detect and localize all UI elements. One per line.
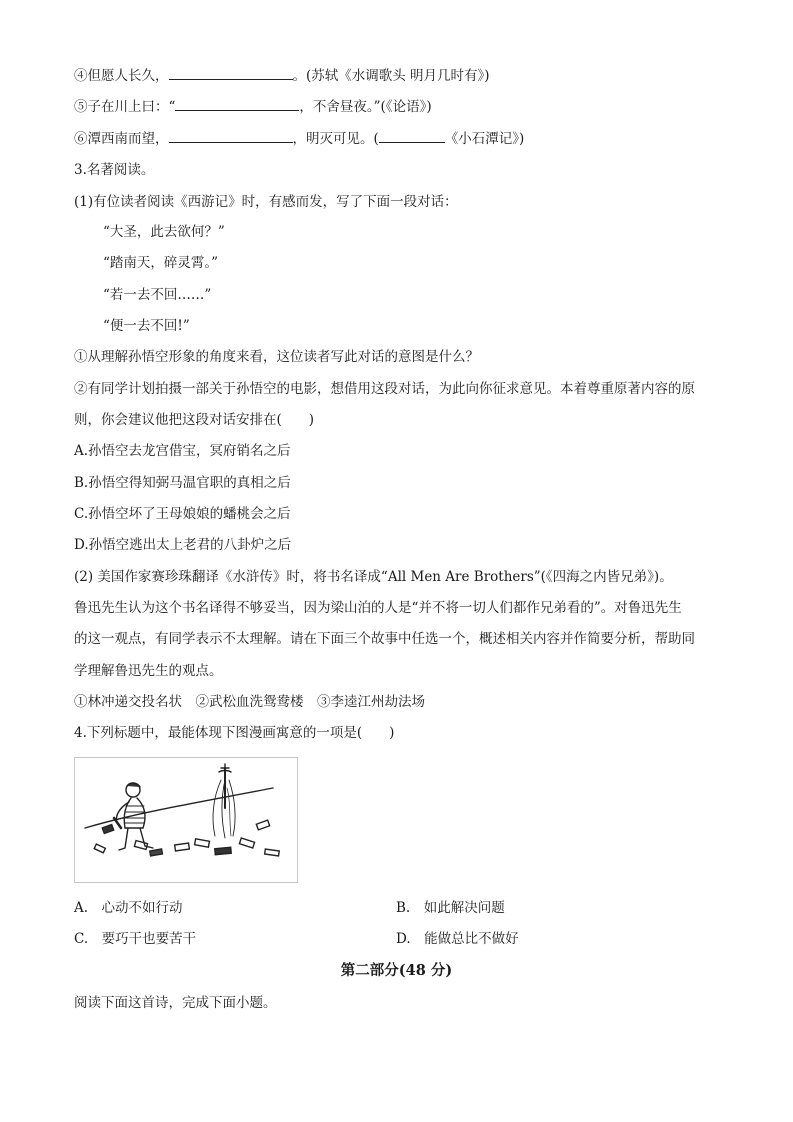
answer-blank[interactable]	[169, 128, 293, 143]
q3-question-1: ①从理解孙悟空形象的角度来看，这位读者写此对话的意图是什么？	[74, 349, 479, 365]
poem-4-pre: ④但愿人长久，	[74, 68, 169, 84]
poem-line-5	[74, 96, 724, 117]
q4-option-a: A. 心动不如行动	[74, 900, 183, 916]
q3-option-c: C.孙悟空坏了王母娘娘的蟠桃会之后	[74, 506, 291, 522]
poem-6-mid: ，明灭可见。(	[292, 131, 379, 147]
dialog-line: “若一去不回……”	[103, 287, 212, 303]
q3-sub2-line: (2) 美国作家赛珍珠翻译《水浒传》时，将书名译成“All Men Are Brothers”(《四海之内皆兄弟》)。	[74, 569, 673, 585]
answer-blank[interactable]	[169, 65, 293, 80]
q3-option-d: D.孙悟空逃出太上老君的八卦炉之后	[74, 537, 292, 553]
poem-line-4	[74, 65, 724, 86]
poem-6-pre: ⑥潭西南而望，	[74, 131, 169, 147]
q4-title: 4.下列标题中，最能体现下图漫画寓意的一项是( )	[74, 725, 395, 741]
cartoon-drawing	[75, 758, 297, 882]
dialog-line: “便一去不回!”	[103, 318, 190, 334]
poem-4-post: 。(苏轼《水调歌头 明月几时有》)	[292, 68, 490, 84]
q3-sub1: (1)有位读者阅读《西游记》时，有感而发，写了下面一段对话：	[74, 194, 458, 210]
q3-question-2-line1: ②有同学计划拍摄一部关于孙悟空的电影，想借用这段对话，为此向你征求意见。本着尊重原著内容的原	[74, 381, 695, 397]
q3-sub2-line: 的这一观点，有同学表示不太理解。请在下面三个故事中任选一个，概述相关内容并作简要分析，帮助同	[74, 631, 695, 647]
author-blank[interactable]	[379, 128, 445, 143]
dialog-line: “踏南天，碎灵霄。”	[103, 255, 219, 271]
q3-sub2-line: 学理解鲁迅先生的观点。	[74, 663, 223, 679]
q4-option-c: C. 要巧干也要苦干	[74, 931, 197, 947]
poem-line-6	[74, 128, 724, 149]
poem-6-post: 《小石潭记》)	[444, 131, 525, 147]
answer-blank[interactable]	[175, 96, 299, 111]
section-intro: 阅读下面这首诗，完成下面小题。	[74, 995, 277, 1011]
q3-sub2-line: 鲁迅先生认为这个书名译得不够妥当，因为梁山泊的人是“并不将一切人们都作兄弟看的”。对鲁迅先生	[74, 600, 682, 616]
poem-5-post: ，不舍昼夜。”(《论语》)	[299, 99, 432, 115]
q4-option-d: D. 能做总比不做好	[396, 931, 519, 947]
q3-story-list: ①林冲递交投名状 ②武松血洗鸳鸯楼 ③李逵江州劫法场	[74, 694, 425, 710]
poem-5-pre: ⑤子在川上曰：“	[74, 99, 176, 115]
q3-option-b: B.孙悟空得知弼马温官职的真相之后	[74, 475, 291, 491]
q3-question-2-line2: 则，你会建议他把这段对话安排在( )	[74, 412, 315, 428]
q4-option-b: B. 如此解决问题	[396, 900, 505, 916]
q3-option-a: A.孙悟空去龙宫借宝，冥府销名之后	[74, 443, 291, 459]
dialog-line: “大圣，此去欲何？”	[103, 224, 225, 240]
section-title: 第二部分(48 分)	[340, 962, 453, 979]
q3-title: 3.名著阅读。	[74, 162, 155, 178]
cartoon-figure	[74, 757, 298, 883]
